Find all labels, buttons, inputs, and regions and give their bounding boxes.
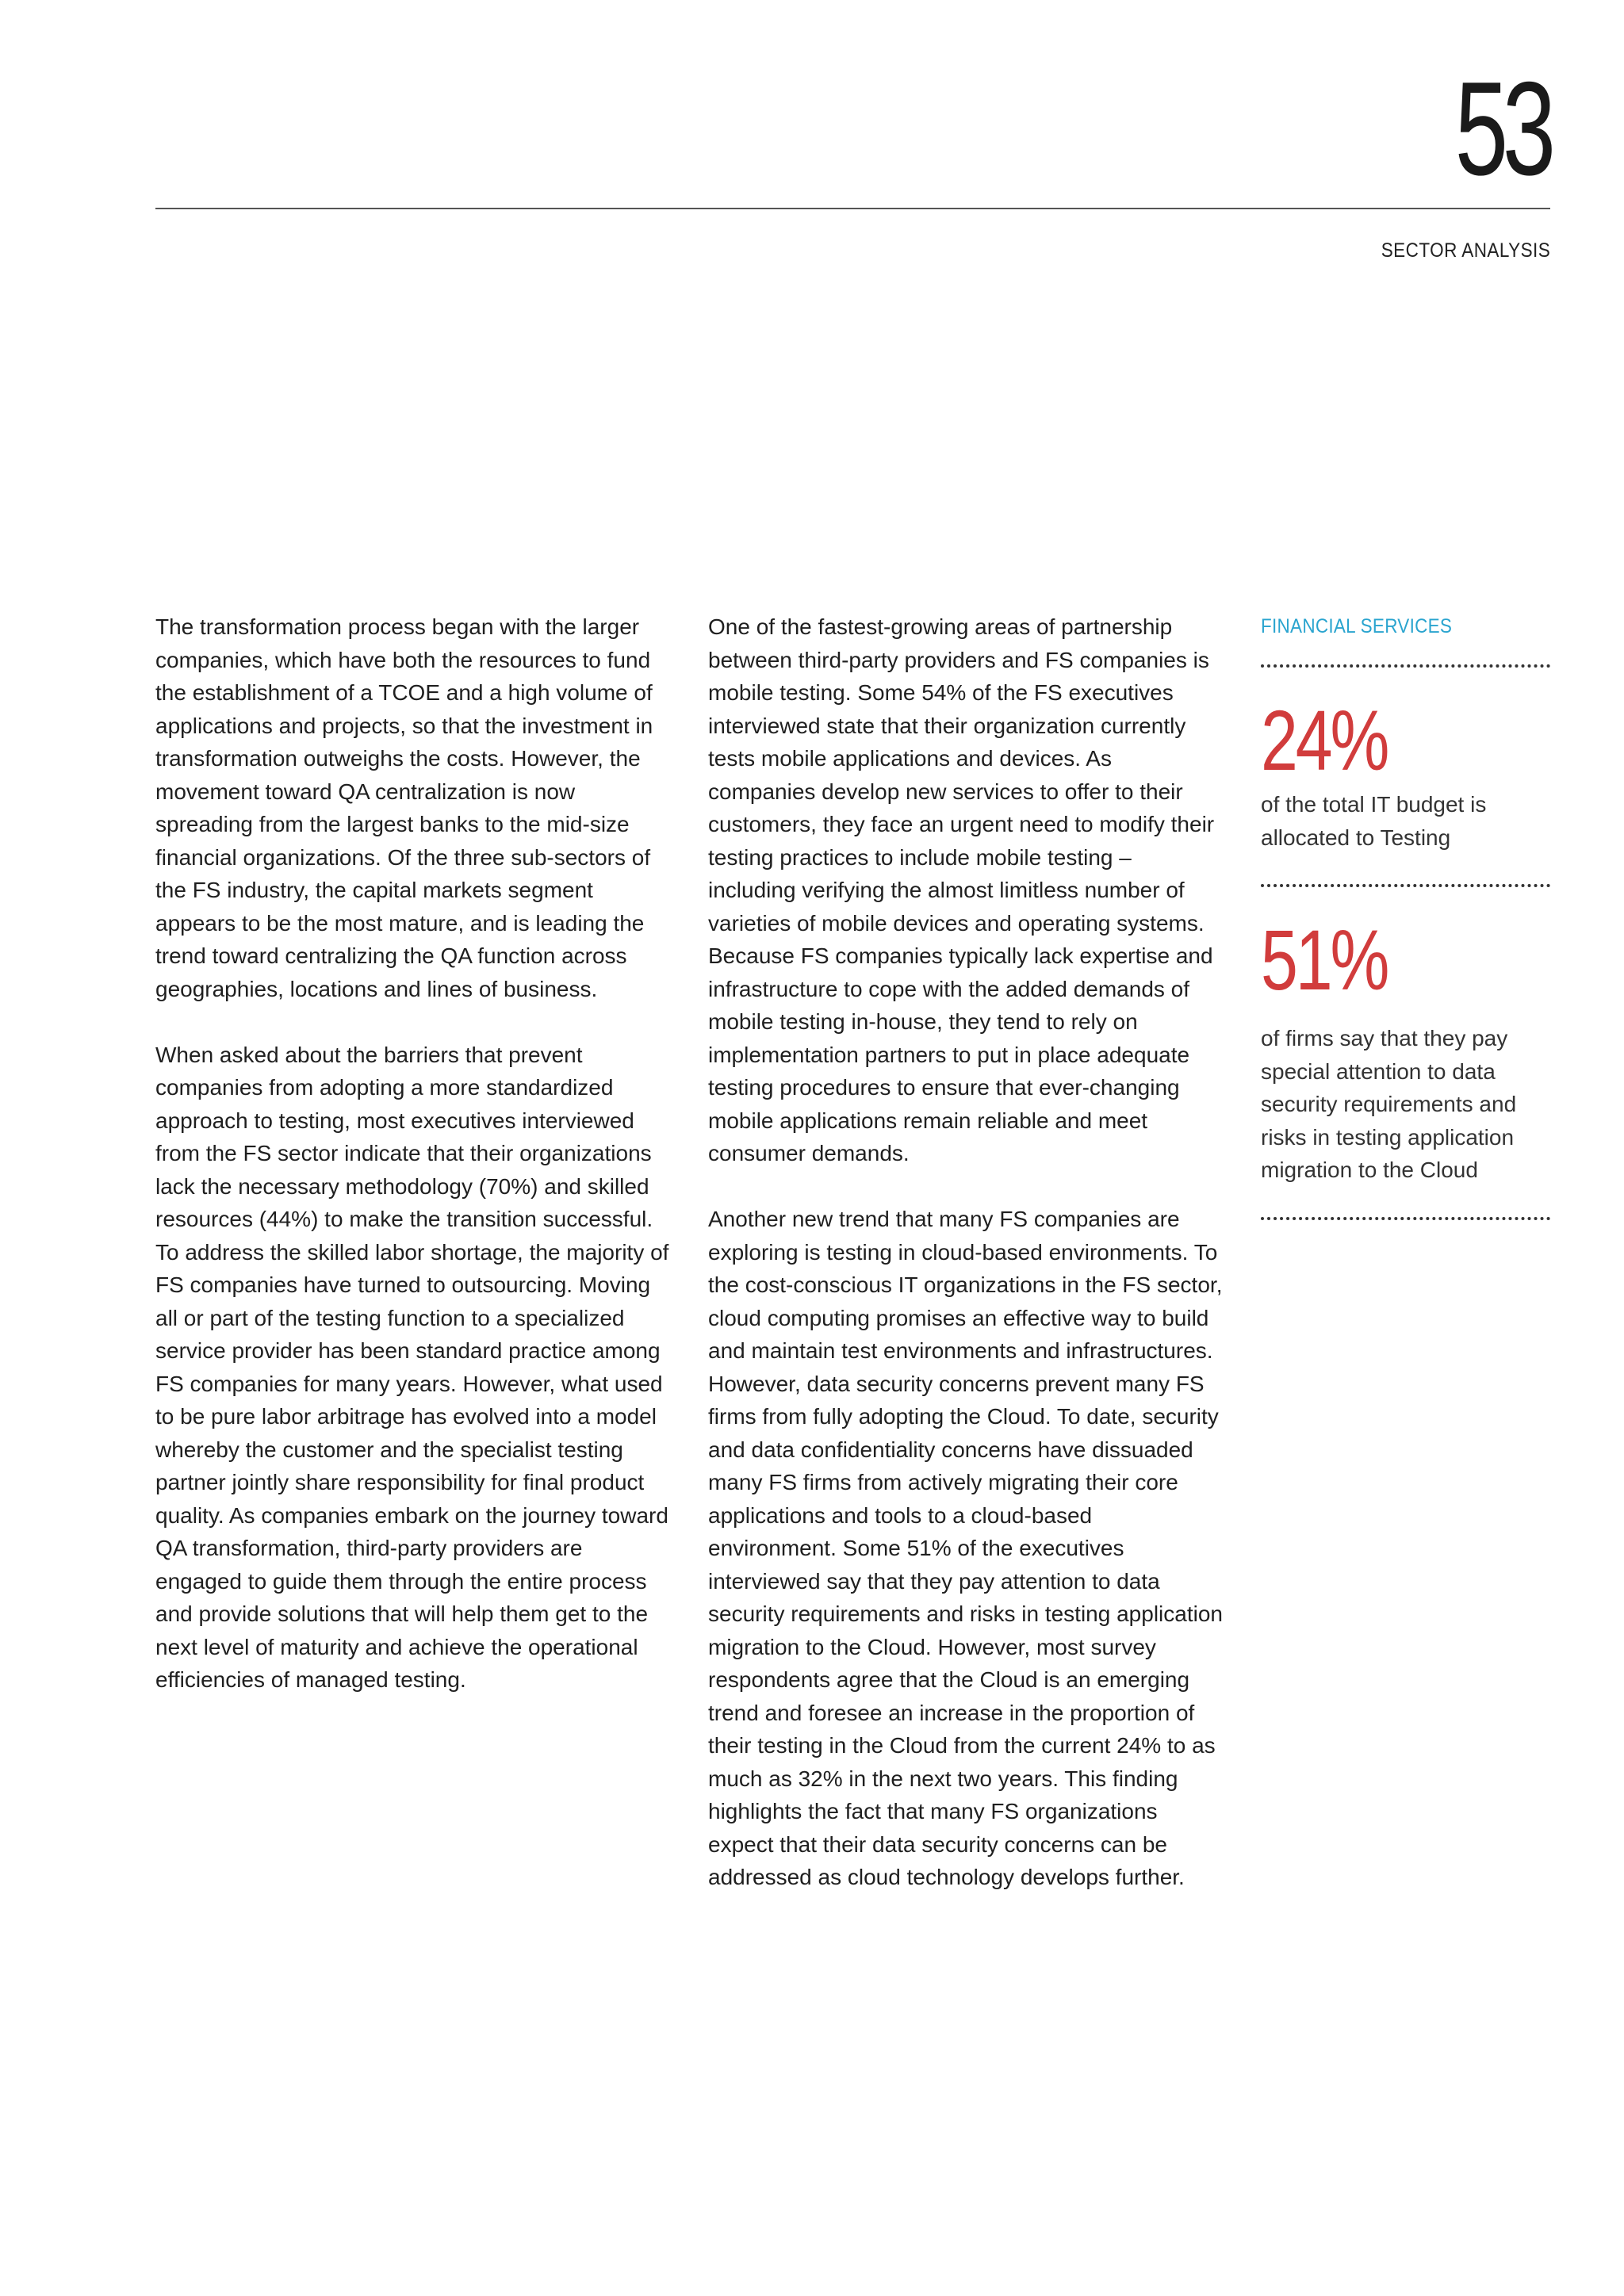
- paragraph: When asked about the barriers that prevent companies from adopting a more standardized approach to testing, most executives interviewed from the FS sector indicate that their organizations lack the necessary methodology (70%) and skilled resources (44%) to make the transition successful. To address the skilled labor shortage, the majority of FS companies have turned to outsourcing. Moving all or part of the testing function to a specialized service provider has been standard practice among FS companies for many years. However, what used to be pure labor arbitrage has evolved into a model whereby the customer and the specialist testing partner jointly share responsibility for final product quality. As companies embark on the journey toward QA transformation, third-party providers are engaged to guide them through the entire process and provide solutions that will help them get to the next level of maturity and achieve the operational efficiencies of managed testing.: [155, 1042, 669, 1692]
- sidebar-heading: FINANCIAL SERVICES: [1261, 615, 1453, 637]
- paragraph: The transformation process began with the larger companies, which have both the resources to fund the establishment of a TCOE and a high volume of applications and projects, so that the investment in transformation outweighs the costs. However, the movement toward QA centralization is now spreading from the largest banks to the mid-size financial organizations. Of the three sub-sectors of the FS industry, the capital markets segment appears to be the most mature, and is leading the trend toward centralizing the QA function across geographies, locations and lines of business.: [155, 614, 653, 1001]
- section-label: SECTOR ANALYSIS: [1381, 239, 1550, 262]
- body-column-left: [155, 610, 671, 1697]
- dotted-divider: [1261, 664, 1550, 668]
- stat-value: 24%: [1261, 692, 1388, 788]
- body-column-middle: [708, 610, 1224, 1894]
- page-number: 53: [1454, 54, 1550, 203]
- stat-block: [1261, 912, 1550, 1187]
- stat-description: of the total IT budget is allocated to Testing: [1261, 792, 1487, 850]
- dotted-divider: [1261, 884, 1550, 887]
- paragraph: Another new trend that many FS companies are exploring is testing in cloud-based environments. To the cost-conscious IT organizations in the FS sector, cloud computing promises an effective way to build and maintain test environments and infrastructures. However, data security concerns prevent many FS firms from fully adopting the Cloud. To date, security and data confidentiality concerns have dissuaded many FS firms from actively migrating their core applications and tools to a cloud-based environment. Some 51% of the executives interviewed say that they pay attention to data security requirements and risks in testing application migration to the Cloud. However, most survey respondents agree that the Cloud is an emerging trend and foresee an increase in the proportion of their testing in the Cloud from the current 24% to as much as 32% in the next two years. This finding highlights the fact that many FS organizations expect that their data security concerns can be addressed as cloud technology develops further.: [708, 1207, 1223, 1889]
- stats-sidebar: [1261, 610, 1550, 1220]
- dotted-divider: [1261, 1217, 1550, 1220]
- stat-value: 51%: [1261, 912, 1388, 1008]
- stat-description: of firms say that they pay special attention to data security requirements and risks in testing application migration to the Cloud: [1261, 1026, 1517, 1182]
- paragraph: One of the fastest-growing areas of partnership between third-party providers and FS companies is mobile testing. Some 54% of the FS executives interviewed state that their organization currently tests mobile applications and devices. As companies develop new services to offer to their customers, they face an urgent need to modify their testing practices to include mobile testing – including verifying the almost limitless number of varieties of mobile devices and operating systems. Because FS companies typically lack expertise and infrastructure to cope with the added demands of mobile testing in-house, they tend to rely on implementation partners to put in place adequate testing procedures to ensure that ever-changing mobile applications remain reliable and meet consumer demands.: [708, 614, 1215, 1165]
- stat-block: [1261, 692, 1550, 854]
- header-divider: [155, 208, 1550, 209]
